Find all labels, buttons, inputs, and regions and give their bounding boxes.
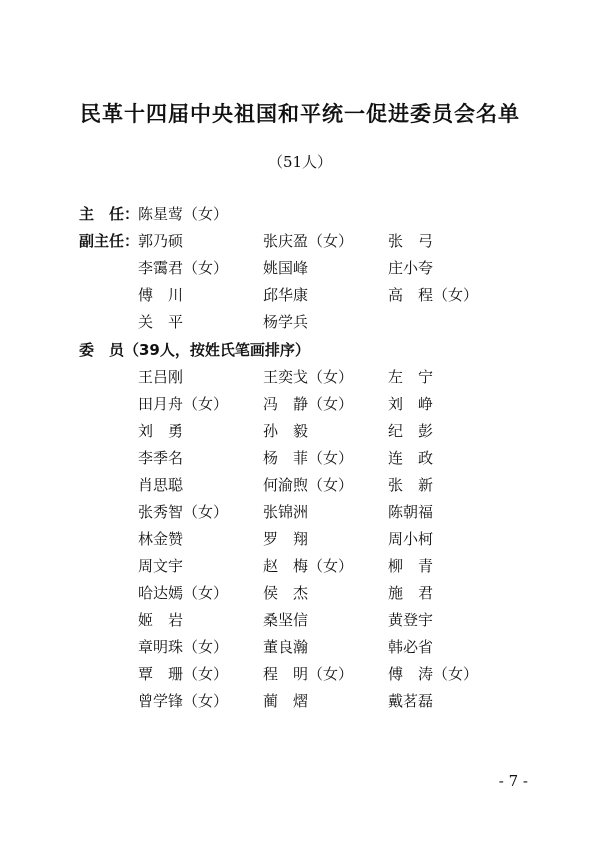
name-cell: 张锦洲 — [263, 503, 309, 521]
name-cell: 哈达嫣（女） — [138, 584, 229, 602]
member-row — [0, 582, 600, 604]
member-count: （51人） — [267, 153, 333, 171]
name-cell: 林金赞 — [138, 530, 184, 548]
vice-chair-label: 副主任： — [79, 232, 140, 250]
member-row — [0, 528, 600, 550]
member-row — [0, 447, 600, 469]
name-cell: 董良瀚 — [263, 638, 309, 656]
name-cell: 蔺 熠 — [263, 692, 309, 710]
name-cell: 傅 川 — [138, 286, 184, 304]
chair-label: 主 任： — [79, 205, 140, 223]
member-row — [0, 690, 600, 712]
name-cell: 姚国峰 — [263, 259, 309, 277]
name-cell: 傅 涛（女） — [388, 665, 479, 683]
chair-name: 陈星莺（女） — [138, 205, 229, 223]
name-cell: 冯 静（女） — [263, 395, 354, 413]
name-cell: 何渝煦（女） — [263, 476, 354, 494]
name-cell: 姬 岩 — [138, 611, 184, 629]
name-cell: 王奕戈（女） — [263, 368, 354, 386]
name-cell: 刘 峥 — [388, 395, 434, 413]
name-cell: 韩必省 — [388, 638, 434, 656]
members-heading-row — [0, 339, 600, 361]
name-cell: 李霭君（女） — [138, 259, 229, 277]
member-row — [0, 609, 600, 631]
name-cell: 李季名 — [138, 449, 184, 467]
name-cell: 连 政 — [388, 449, 434, 467]
page-title: 民革十四届中央祖国和平统一促进委员会名单 — [80, 102, 520, 126]
name-cell: 曾学锋（女） — [138, 692, 229, 710]
member-row — [0, 501, 600, 523]
vice-chair-row — [0, 257, 600, 279]
name-cell: 张 弓 — [388, 232, 434, 250]
name-cell: 周小柯 — [388, 530, 434, 548]
member-row — [0, 393, 600, 415]
member-row — [0, 555, 600, 577]
name-cell: 张 新 — [388, 476, 434, 494]
name-cell: 刘 勇 — [138, 422, 184, 440]
name-cell: 黄登宇 — [388, 611, 434, 629]
name-cell: 张庆盈（女） — [263, 232, 354, 250]
vice-chair-row — [0, 311, 600, 333]
name-cell: 杨学兵 — [263, 313, 309, 331]
name-cell: 庄小夸 — [388, 259, 434, 277]
name-cell: 覃 珊（女） — [138, 665, 229, 683]
name-cell: 杨 菲（女） — [263, 449, 354, 467]
name-cell: 纪 彭 — [388, 422, 434, 440]
name-cell: 高 程（女） — [388, 286, 479, 304]
name-cell: 孙 毅 — [263, 422, 309, 440]
member-row — [0, 474, 600, 496]
name-cell: 左 宁 — [388, 368, 434, 386]
name-cell: 程 明（女） — [263, 665, 354, 683]
chair-row — [0, 203, 600, 225]
members-label: 委 员（39人，按姓氏笔画排序） — [79, 341, 310, 359]
name-cell: 王吕刚 — [138, 368, 184, 386]
name-cell: 邱华康 — [263, 286, 309, 304]
page-number: - 7 - — [498, 772, 528, 790]
name-cell: 章明珠（女） — [138, 638, 229, 656]
name-cell: 罗 翔 — [263, 530, 309, 548]
name-cell: 田月舟（女） — [138, 395, 229, 413]
name-cell: 侯 杰 — [263, 584, 309, 602]
name-cell: 周文宇 — [138, 557, 184, 575]
vice-chair-row — [0, 230, 600, 252]
member-row — [0, 366, 600, 388]
vice-chair-row — [0, 284, 600, 306]
name-cell: 肖思聪 — [138, 476, 184, 494]
member-row — [0, 663, 600, 685]
name-cell: 柳 青 — [388, 557, 434, 575]
name-cell: 戴茗磊 — [388, 692, 434, 710]
member-row — [0, 636, 600, 658]
name-cell: 赵 梅（女） — [263, 557, 354, 575]
name-cell: 陈朝福 — [388, 503, 434, 521]
name-cell: 郭乃硕 — [138, 232, 184, 250]
name-cell: 关 平 — [138, 313, 184, 331]
name-cell: 张秀智（女） — [138, 503, 229, 521]
name-cell: 桑坚信 — [263, 611, 309, 629]
name-cell: 施 君 — [388, 584, 434, 602]
member-row — [0, 420, 600, 442]
